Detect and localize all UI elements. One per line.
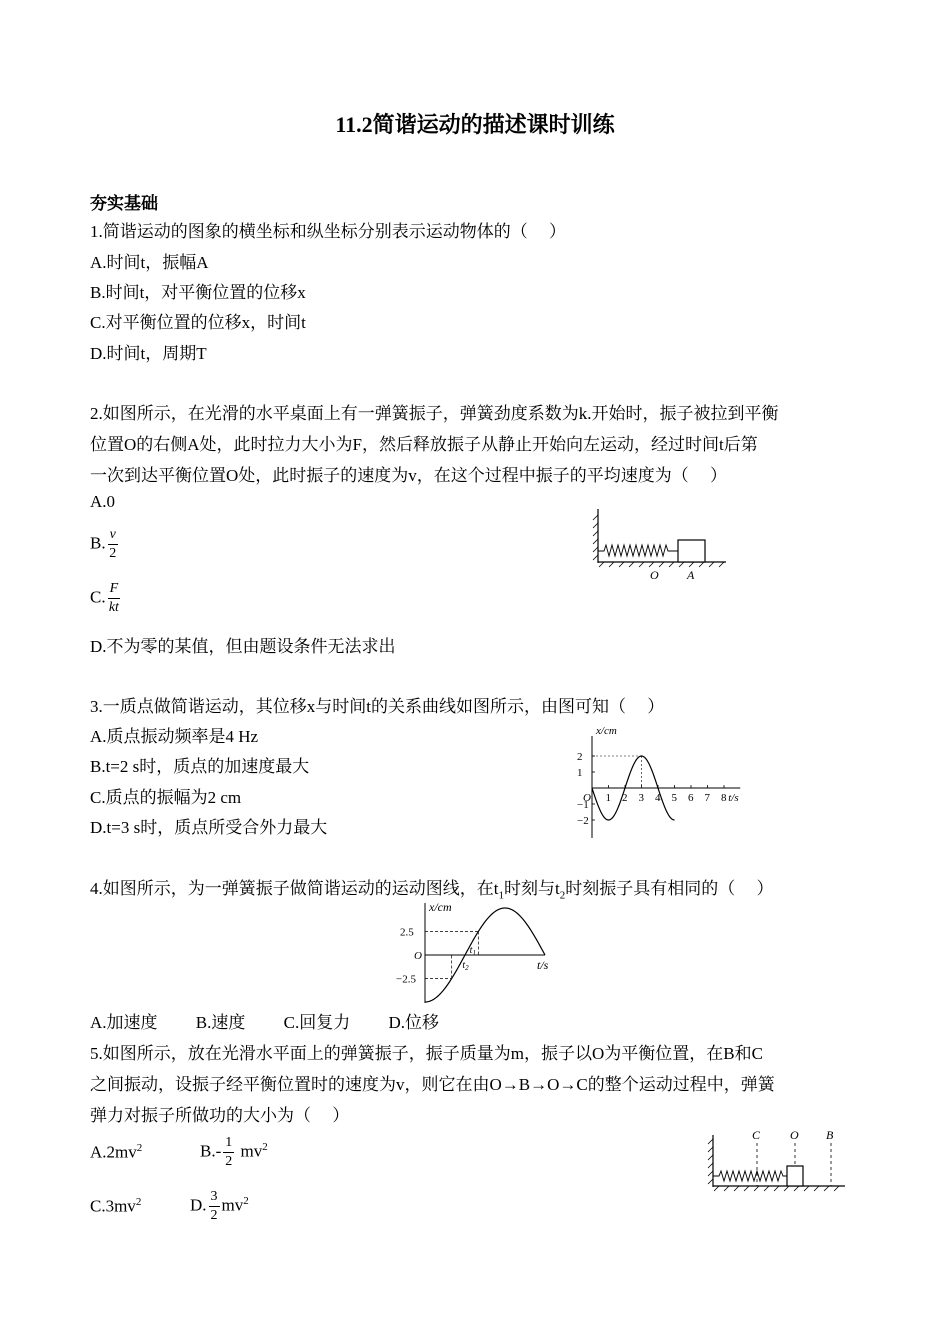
q5-b-fraction: [223, 1134, 234, 1171]
q5-b-num: 1: [223, 1134, 234, 1153]
x-tick-label: 8: [721, 792, 727, 804]
q2-spring: [598, 545, 678, 556]
q3-option-c: C.质点的振幅为2 cm: [90, 788, 242, 807]
x-tick-label: 5: [671, 792, 677, 804]
q3-option-b: B.t=2 s时，质点的加速度最大: [90, 757, 310, 776]
q2-option-a: A.0: [90, 492, 116, 511]
q1-option-b: B.时间t，对平衡位置的位移x: [90, 283, 306, 302]
q5-option-a: [90, 1142, 142, 1163]
x-tick-label: 4: [655, 792, 661, 804]
q5-label-c: C: [752, 1128, 761, 1142]
section-heading: 夯实基础: [90, 194, 158, 213]
q4-sub-2: 2: [559, 889, 566, 902]
q5-label-o: O: [790, 1128, 799, 1142]
q2-label-a: A: [687, 568, 695, 582]
q5-a-text: A.2mv: [90, 1142, 137, 1162]
q5-d-den: 2: [210, 1208, 218, 1223]
q3-stem: 3.一质点做简谐运动，其位移x与时间t的关系曲线如图所示，由图可知（ ）: [90, 697, 665, 716]
q2-option-c: [90, 580, 122, 617]
q5-spring-figure: [705, 1125, 850, 1195]
origin-label: O: [414, 950, 422, 962]
q2-block: [678, 540, 705, 562]
q1-option-a: A.时间t，振幅A: [90, 253, 209, 272]
x-tick-label: 6: [688, 792, 694, 804]
q5-a-sup: 2: [136, 1142, 143, 1154]
q1-stem: 1.简谐运动的图象的横坐标和纵坐标分别表示运动物体的（ ）: [90, 222, 566, 241]
y-axis-label: x/cm: [429, 900, 452, 914]
q2-spring-figure: [592, 505, 732, 585]
q1-option-c: C.对平衡位置的位移x，时间t: [90, 313, 306, 332]
q5-line2: 之间振动，设振子经平衡位置时的速度为v，则它在由O→B→O→C的整个运动过程中，弹簧: [90, 1075, 775, 1094]
q5-b-prefix: B.-: [200, 1141, 222, 1161]
q5-line1: 5.如图所示，放在光滑水平面上的弹簧振子，振子质量为m，振子以O为平衡位置，在B和C: [90, 1044, 763, 1063]
q4-stem-c: 时刻振子具有相同的（ ）: [565, 879, 774, 898]
q5-d-prefix: D.: [190, 1195, 207, 1215]
q4-stem-a: 4.如图所示，为一弹簧振子做简谐运动的运动图线，在t: [90, 879, 499, 898]
q5-d-sup: 2: [243, 1194, 249, 1207]
q2-line1: 2.如图所示，在光滑的水平桌面上有一弹簧振子，弹簧劲度系数为k.开始时，振子被拉到平衡: [90, 404, 779, 423]
q5-c-text: C.3mv: [90, 1196, 136, 1216]
q2-label-o: O: [650, 568, 659, 582]
q5-label-b: B: [826, 1128, 834, 1142]
y-tick-label: 2.5: [400, 926, 414, 939]
q2-b-prefix: B.: [90, 533, 106, 553]
q2-line2: 位置O的右侧A处，此时拉力大小为F，然后释放振子从静止开始向左运动，经过时间t后第: [90, 435, 758, 454]
q5-d-fraction: [209, 1188, 220, 1225]
annotation-t2: $t_2$: [462, 960, 469, 972]
x-tick-label: 1: [605, 792, 611, 804]
q2-b-num: v: [108, 526, 118, 545]
q5-block: [787, 1166, 803, 1186]
q4-options: A.加速度 B.速度 C.回复力 D.位移: [90, 1013, 439, 1032]
y-tick-label: −2: [577, 815, 589, 827]
x-tick-label: 2: [622, 792, 628, 804]
q2-c-fraction: [108, 580, 121, 617]
q2-option-b: [90, 526, 120, 563]
x-tick-label: O: [583, 792, 591, 804]
q5-d-suffix: mv: [221, 1195, 244, 1215]
q5-option-d: [190, 1188, 249, 1225]
y-axis-label: x/cm: [596, 725, 617, 737]
q2-c-num: F: [108, 580, 121, 599]
q3-option-a: A.质点振动频率是4 Hz: [90, 727, 259, 746]
q2-b-den: 2: [109, 546, 117, 561]
q2-c-prefix: C.: [90, 587, 106, 607]
q5-b-den: 2: [225, 1154, 233, 1169]
q4-sub-1: 1: [498, 889, 504, 902]
y-tick-label: 1: [577, 767, 583, 779]
q2-b-fraction: [108, 526, 118, 563]
q2-line3: 一次到达平衡位置O处，此时振子的速度为v，在这个过程中振子的平均速度为（ ）: [90, 466, 728, 485]
q2-option-d: D.不为零的某值，但由题设条件无法求出: [90, 637, 396, 656]
y-tick-label: 2: [577, 751, 583, 763]
q2-c-den: kt: [108, 600, 119, 615]
q4-chart: [395, 898, 565, 1003]
page-title: 11.2简谐运动的描述课时训练: [335, 112, 615, 137]
annotation-t1: $t_1$: [469, 945, 476, 957]
x-tick-label: 3: [638, 792, 644, 804]
q5-b-suffix: mv: [236, 1141, 263, 1161]
q5-option-b: [200, 1134, 268, 1171]
q5-d-num: 3: [209, 1188, 220, 1207]
q3-option-d: D.t=3 s时，质点所受合外力最大: [90, 818, 328, 837]
y-tick-label: −1: [577, 799, 589, 811]
q5-option-c: [90, 1196, 141, 1217]
q4-stem-b: 时刻与t: [503, 879, 560, 898]
q5-b-sup: 2: [262, 1140, 268, 1153]
q1-option-d: D.时间t，周期T: [90, 344, 207, 363]
x-tick-label: 7: [704, 792, 710, 804]
q5-spring: [713, 1171, 787, 1181]
q5-c-sup: 2: [135, 1196, 142, 1208]
x-axis-label: t/s: [537, 958, 549, 972]
q5-line3: 弹力对振子所做功的大小为（ ）: [90, 1106, 350, 1125]
y-tick-label: −2.5: [396, 973, 416, 986]
q3-chart: [560, 722, 745, 842]
x-axis-label: t/s: [728, 792, 739, 804]
